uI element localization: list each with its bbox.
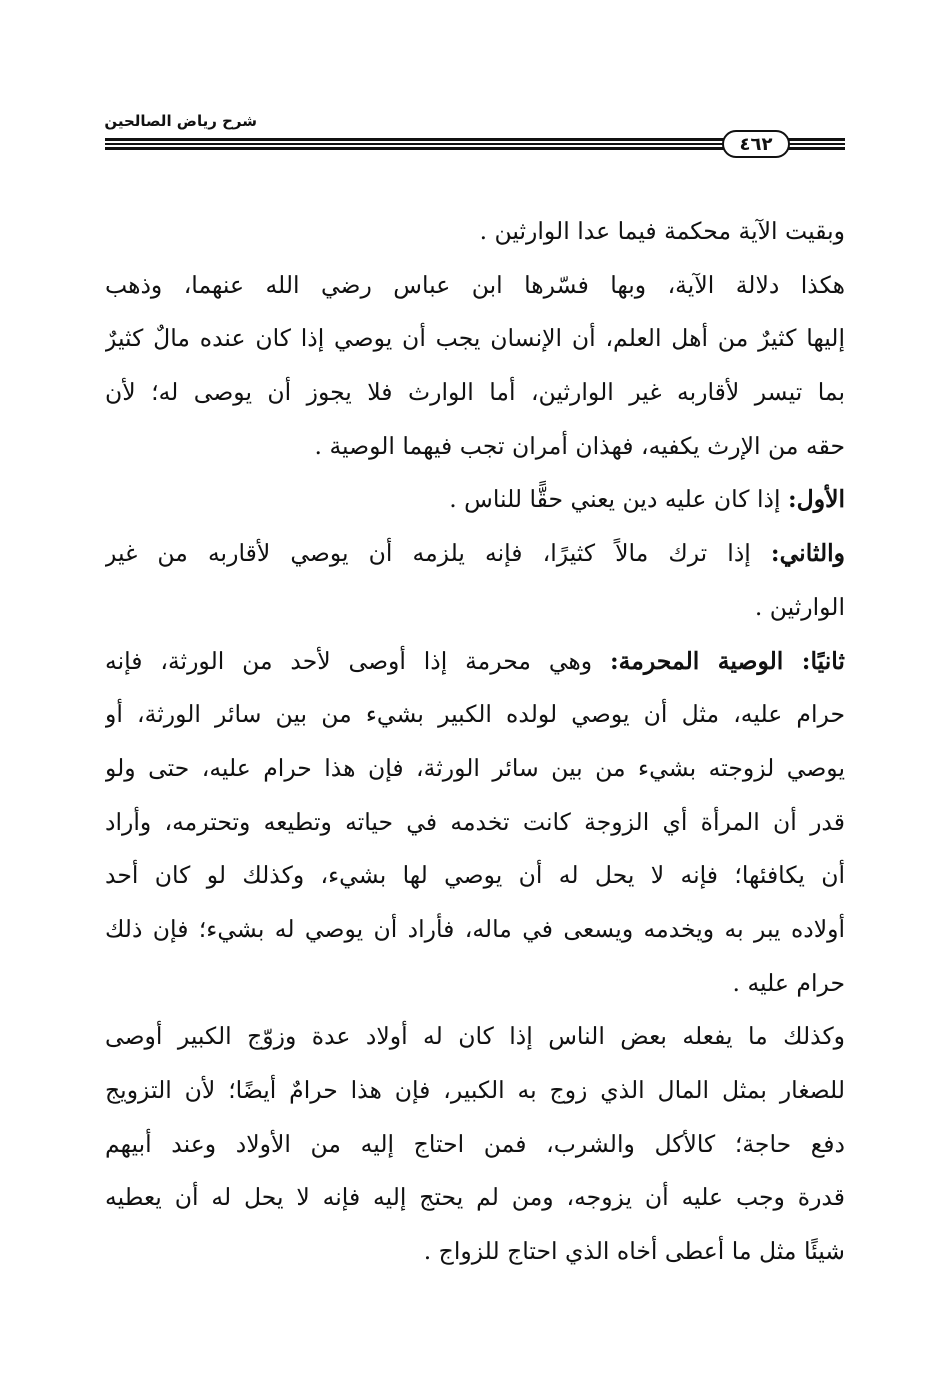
line-text: قدرة وجب عليه أن يزوجه، ومن لم يحتج إليه فإنه لا يحل له أن يعطيه: [105, 1183, 845, 1212]
line-text: أن يكافئها؛ فإنه لا يحل له أن يوصي لها بشيء، وكذلك لو كان أحد: [105, 861, 845, 890]
line-text: أولاده يبر به ويخدمه ويسعى في ماله، فأراد أن يوصي له بشيء؛ فإن ذلك: [105, 914, 845, 943]
text-line: [105, 1171, 845, 1225]
line-text: للصغار بمثل المال الذي زوج به الكبير، فإن هذا حرامٌ أيضًا؛ لأن التزويج: [105, 1076, 845, 1104]
text-line: [105, 849, 845, 903]
line-lead: ثانيًا: الوصية المحرمة:: [609, 646, 845, 675]
text-line: [105, 1225, 845, 1279]
page-number: ٤٦٢: [739, 133, 773, 155]
line-text: وكذلك ما يفعله بعض الناس إذا كان له أولاد عدة وزوّج الكبير أوصى: [105, 1022, 845, 1051]
line-text: حرام عليه .: [732, 968, 845, 997]
text-line: [105, 957, 845, 1011]
line-text: إذا ترك مالاً كثيرًا، فإنه يلزمه أن يوصي لأقاربه من غير: [105, 539, 751, 568]
line-text: بما تيسر لأقاربه غير الوارثين، أما الوارث فلا يجوز أن يوصى له؛ لأن: [105, 378, 845, 407]
text-line: [105, 259, 845, 313]
line-text: وبقيت الآية محكمة فيما عدا الوارثين .: [479, 217, 845, 245]
text-line: [105, 1010, 845, 1064]
line-text: وهي محرمة إذا أوصى لأحد من الورثة، فإنه: [105, 646, 593, 675]
text-line: [105, 635, 845, 689]
text-line: [105, 903, 845, 957]
text-line: [105, 366, 845, 420]
text-line: [105, 1118, 845, 1172]
line-text: دفع حاجة؛ كالأكل والشرب، فمن احتاج إليه من الأولاد وعند أبيهم: [105, 1129, 845, 1158]
text-line: [105, 796, 845, 850]
line-text: شيئًا مثل ما أعطى أخاه الذي احتاج للزواج .: [423, 1237, 845, 1266]
text-line: [105, 742, 845, 796]
line-lead: والثاني:: [770, 539, 845, 568]
line-text: إليها كثيرٌ من أهل العلم، أن الإنسان يجب أن يوصي إذا كان عنده مالٌ كثيرٌ: [105, 324, 845, 353]
text-line: [105, 527, 845, 581]
text-line: [105, 581, 845, 635]
text-line: [105, 312, 845, 366]
line-text: حقه من الإرث يكفيه، فهذان أمران تجب فيهما الوصية .: [314, 431, 845, 460]
line-text: هكذا دلالة الآية، وبها فسّرها ابن عباس رضي الله عنهما، وذهب: [105, 270, 845, 299]
text-line: [105, 205, 845, 259]
line-text: قدر أن المرأة أي الزوجة كانت تخدمه في حياته وتطيعه وتحترمه، وأراد: [105, 807, 845, 836]
page-number-frame: [722, 130, 790, 158]
text-line: [105, 688, 845, 742]
line-text: الوارثين .: [754, 592, 845, 621]
text-line: [105, 473, 845, 527]
line-text: إذا كان عليه دين يعني حقًّا للناس .: [449, 485, 781, 514]
line-text: حرام عليه، مثل أن يوصي لولده الكبير بشيء من بين سائر الورثة، أو: [105, 700, 845, 729]
body-text: [105, 205, 845, 1279]
text-line: [105, 1064, 845, 1118]
running-title: شرح رياض الصالحين: [104, 112, 257, 130]
line-lead: الأول:: [787, 485, 845, 514]
text-line: [105, 420, 845, 474]
line-text: يوصي لزوجته بشيء من بين سائر الورثة، فإن هذا حرام عليه، حتى ولو: [105, 753, 845, 782]
